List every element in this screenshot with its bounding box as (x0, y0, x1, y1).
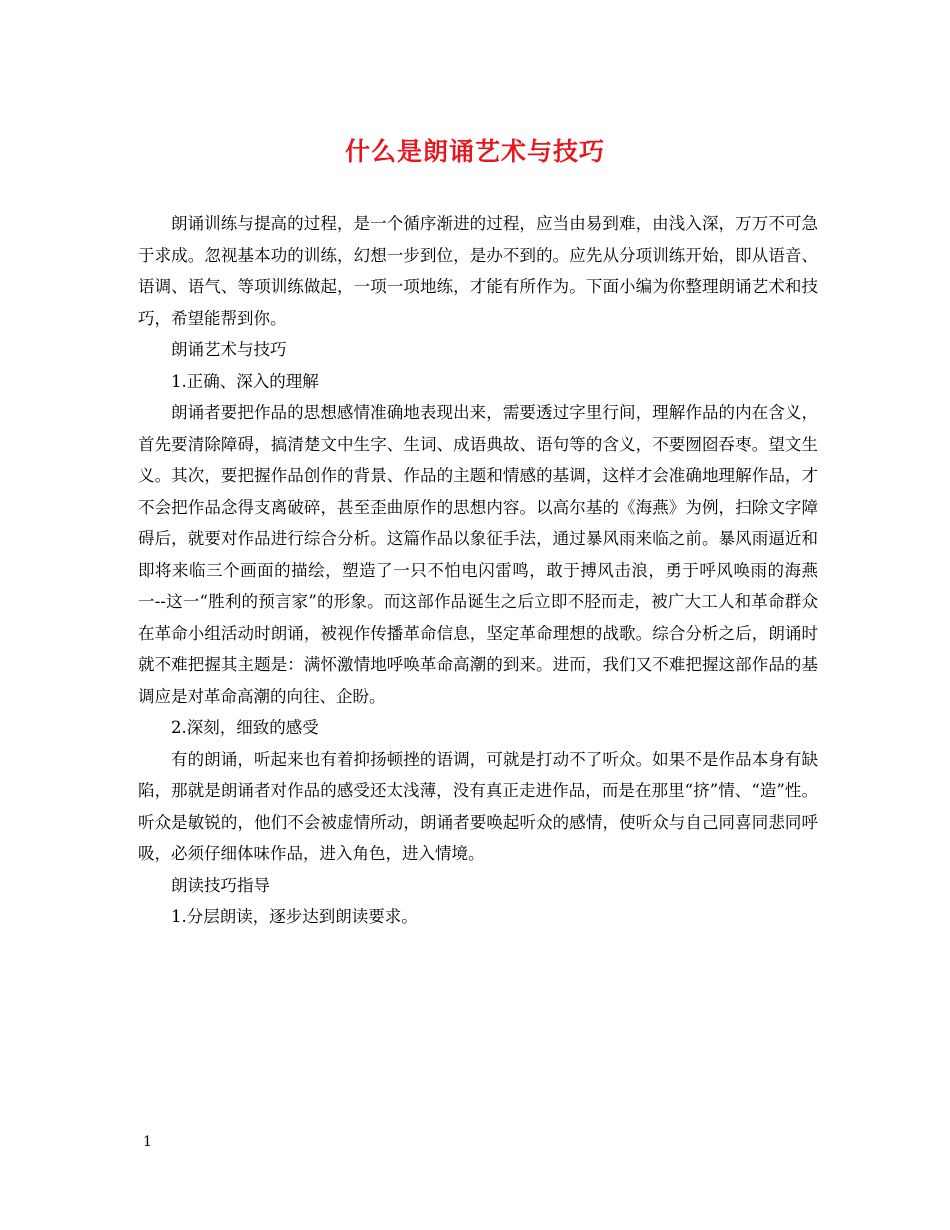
page-number: 1 (143, 1134, 152, 1150)
paragraph-understanding: 朗诵者要把作品的思想感情准确地表现出来，需要透过字里行间，理解作品的内在含义，首先要清除障碍，搞清楚文中生字、生词、成语典故、语句等的含义，不要囫囵吞枣。望文生义。其次，要把握作品创作的背景、作品的主题和情感的基调，这样才会准确地理解作品，才不会把作品念得支离破碎，甚至歪曲原作的思想内容。以高尔基的《海燕》为例，扫除文字障碍后，就要对作品进行综合分析。这篇作品以象征手法，通过暴风雨来临之前。暴风雨逼近和即将来临三个画面的描绘，塑造了一只不怕电闪雷鸣，敢于搏风击浪，勇于呼风唤雨的海燕一--这一“胜利的预言家”的形象。而这部作品诞生之后立即不胫而走，被广大工人和革命群众在革命小组活动时朗诵，被视作传播革命信息，坚定革命理想的战歌。综合分析之后，朗诵时就不难把握其主题是：满怀激情地呼唤革命高潮的到来。进而，我们又不难把握这部作品的基调应是对革命高潮的向往、企盼。 (138, 403, 818, 706)
subheading-layered-reading: 1.分层朗读，逐步达到朗读要求。 (171, 907, 418, 926)
section-heading-reading-guidance: 朗读技巧指导 (171, 875, 270, 895)
paragraph-feeling: 有的朗诵，听起来也有着抑扬顿挫的语调，可就是打动不了听众。如果不是作品本身有缺陷，那就是朗诵者对作品的感受还太浅薄，没有真正走进作品，而是在那里“挤”情、“造”性。听众是敏锐的，他们不会被虚情所动，朗诵者要唤起听众的感情，使听众与自己同喜同悲同呼吸，必须仔细体味作品，进入角色，进入情境。 (138, 749, 818, 863)
section-heading-art-and-skills: 朗诵艺术与技巧 (171, 340, 287, 359)
document-title: 什么是朗诵艺术与技巧 (344, 137, 605, 166)
subheading-feeling: 2.深刻，细致的感受 (171, 718, 319, 737)
paragraph-intro: 朗诵训练与提高的过程，是一个循序渐进的过程，应当由易到难，由浅入深，万万不可急于求成。忽视基本功的训练，幻想一步到位，是办不到的。应先从分项训练开始，即从语音、语调、语气、等项训练做起，一项一项地练，才能有所作为。下面小编为你整理朗诵艺术和技巧，希望能帮到你。 (138, 214, 818, 328)
subheading-understanding: 1.正确、深入的理解 (171, 371, 319, 391)
document-body (138, 208, 818, 933)
